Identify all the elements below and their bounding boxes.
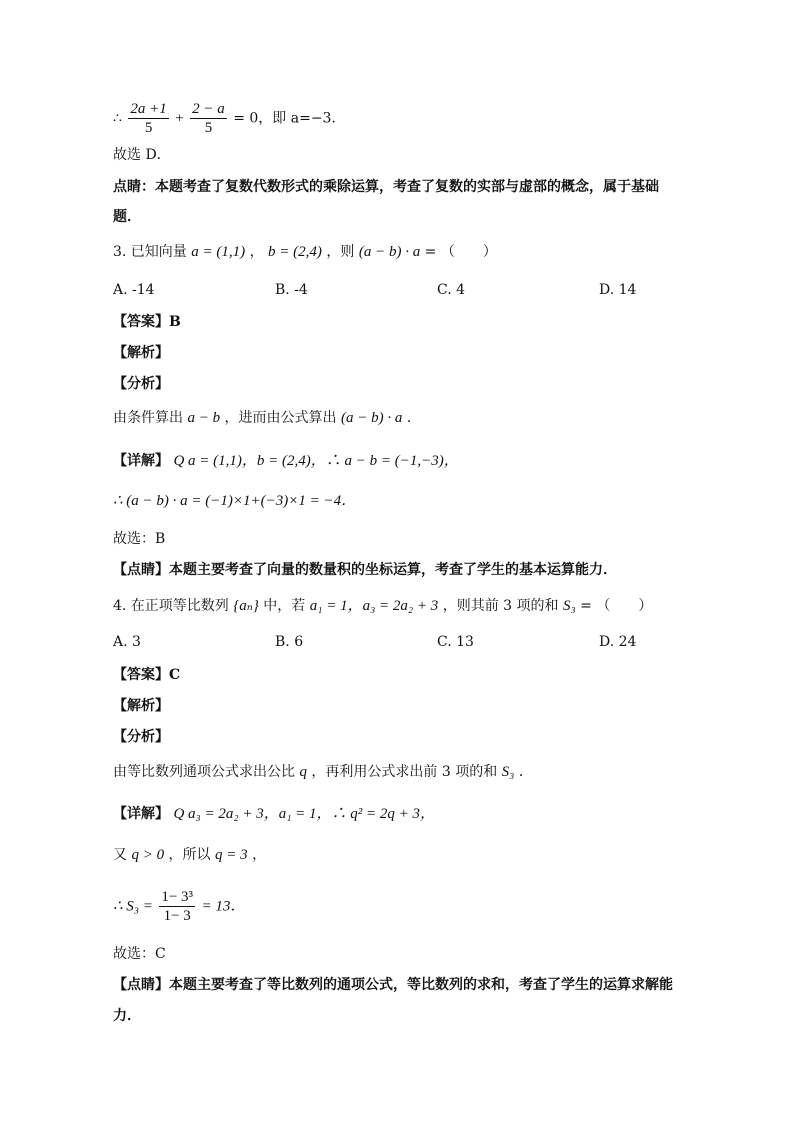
q3-option-d: D. 14 [599, 282, 637, 298]
q4-ratio-symbol: q [299, 764, 307, 780]
q3-stem-expression: (a − b) · a [358, 244, 421, 260]
q4-comment-line2: 力． [113, 1008, 141, 1024]
q4-fenxi-sum: S₃ [501, 764, 515, 780]
q4-stem-prefix: 4. 在正项等比数列 [113, 598, 229, 614]
fraction-1-denominator: 5 [144, 120, 153, 136]
q4-option-a: A. 3 [113, 634, 141, 650]
q3-vector-a: a = (1,1) [191, 244, 246, 260]
q4-answer: 【答案】C [113, 667, 181, 683]
q4-sum-denominator: 1− 3 [163, 908, 191, 924]
plus-sign: + [175, 110, 184, 127]
q4-analysis: 【解析】 [113, 698, 169, 714]
q4-detail-line2 [113, 845, 266, 865]
q3-fenxi-text [113, 408, 421, 428]
q3-option-b: B. -4 [275, 282, 308, 298]
q4-detail-line2-mid: ，所以 [168, 847, 211, 863]
q3-fenxi-expr2: (a − b) · a [340, 410, 403, 426]
q3-option-a: A. -14 [113, 282, 155, 298]
q4-detail-line3-post: = 13． [201, 898, 246, 915]
q3-detail-label: 【详解】 [113, 453, 169, 469]
q3-choose: 故选：B [113, 531, 166, 547]
q4-detail-line2-expr: q > 0 [131, 847, 165, 863]
q3-detail-line1 [113, 451, 459, 471]
q4-stem-mid: 中，若 [263, 598, 306, 614]
therefore-symbol: ∴ [113, 110, 122, 127]
equation-tail: = 0，即 a=−3． [233, 110, 346, 127]
q3-vector-b: b = (2,4) [268, 244, 322, 260]
q3-stem [113, 242, 497, 262]
q4-sequence: {aₙ} [233, 598, 259, 614]
q4-condition: a₁ = 1，a₃ = 2a₂ + 3 [309, 598, 439, 614]
prev-equation [113, 100, 345, 137]
q4-detail-label: 【详解】 [113, 806, 169, 822]
q3-comment: 【点睛】本题主要考查了向量的数量积的坐标运算，考查了学生的基本运算能力． [113, 562, 617, 578]
q3-option-c: C. 4 [437, 282, 466, 298]
q3-detail-line1-text: Q a = (1,1)，b = (2,4)，∴ a − b = (−1,−3)， [173, 453, 459, 469]
fraction-1 [128, 100, 168, 137]
q3-fenxi-text2: ，进而由公式算出 [224, 410, 337, 426]
q3-fenxi-expr1: a − b [187, 410, 221, 426]
q4-stem-end: = （ ） [580, 598, 653, 614]
q4-comment-line1: 【点睛】本题主要考查了等比数列的通项公式，等比数列的求和，考查了学生的运算求解能 [113, 977, 673, 993]
fraction-1-numerator: 2a +1 [130, 101, 167, 117]
q3-fenxi-text1: 由条件算出 [113, 410, 183, 426]
q4-fenxi-text2: ，再利用公式求出前 3 项的和 [311, 764, 498, 780]
q3-stem-prefix: 3. 已知向量 [113, 244, 187, 260]
q4-detail-line1-text: Q a₃ = 2a₂ + 3，a₁ = 1，∴ q² = 2q + 3， [173, 806, 436, 822]
q4-fenxi-end: ． [518, 764, 533, 780]
q4-sum-numerator: 1− 3³ [161, 889, 194, 905]
q3-analysis: 【解析】 [113, 345, 169, 361]
q4-stem [113, 596, 652, 616]
q4-choose: 故选：C [113, 946, 166, 962]
q3-answer: 【答案】B [113, 314, 181, 330]
q4-option-d: D. 24 [599, 634, 637, 650]
q4-detail-line2-end: ， [252, 847, 267, 863]
prev-answer: 故选 D． [113, 147, 171, 163]
q3-fenxi-end: ． [406, 410, 421, 426]
prev-comment-line2: 题． [113, 209, 141, 225]
q3-stem-end: = （ ） [424, 244, 497, 260]
q3-detail-line2: ∴ (a − b) · a = (−1)×1+(−3)×1 = −4． [113, 493, 357, 509]
q4-option-b: B. 6 [275, 634, 304, 650]
prev-comment-line1: 点睛：本题考查了复数代数形式的乘除运算，考查了复数的实部与虚部的概念，属于基础 [113, 179, 659, 195]
q4-detail-line2-text: 又 [113, 847, 127, 863]
q4-option-c: C. 13 [437, 634, 474, 650]
fraction-2 [190, 100, 227, 137]
q4-fenxi-text1: 由等比数列通项公式求出公比 [113, 764, 295, 780]
q4-sum-symbol: S₃ [562, 598, 576, 614]
fraction-2-denominator: 5 [204, 120, 213, 136]
q4-detail-line3-pre: ∴ S₃ = [113, 898, 153, 915]
q4-stem-then: ，则其前 3 项的和 [442, 598, 559, 614]
fraction-2-numerator: 2 − a [192, 101, 225, 117]
q3-fenxi: 【分析】 [113, 376, 169, 392]
q4-detail-line2-result: q = 3 [214, 847, 248, 863]
q4-detail-line3 [113, 888, 245, 925]
q4-fenxi: 【分析】 [113, 729, 169, 745]
q3-stem-then: ，则 [326, 244, 355, 260]
q3-stem-comma: ， [249, 244, 264, 260]
q4-fenxi-text [113, 762, 533, 782]
q4-sum-fraction [159, 888, 195, 925]
q4-detail-line1 [113, 804, 435, 824]
